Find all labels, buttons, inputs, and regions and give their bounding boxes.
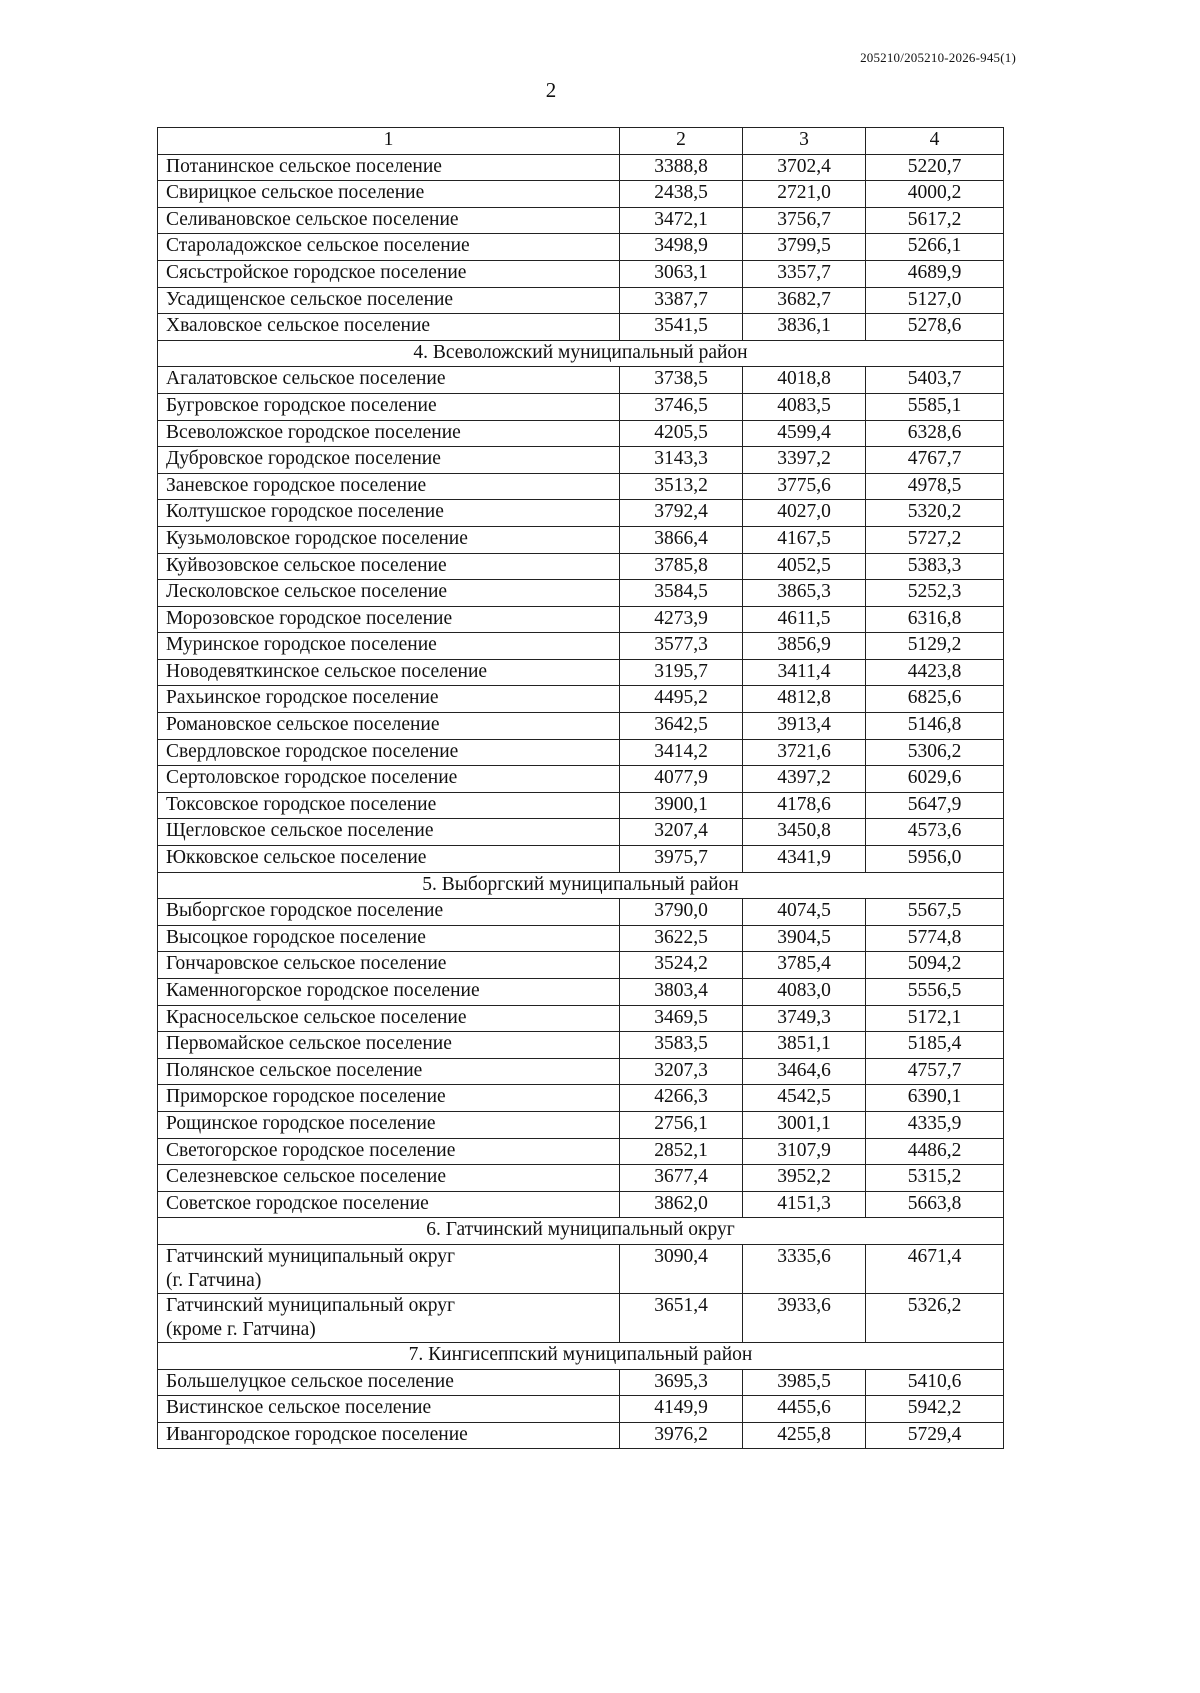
value-col-2: 3541,5 [620, 314, 743, 341]
value-col-4: 6390,1 [866, 1085, 1004, 1112]
value-col-3: 4397,2 [743, 766, 866, 793]
value-col-3: 3933,6 [743, 1293, 866, 1342]
settlement-name-cell: Юкковское сельское поселение [158, 846, 620, 873]
table-row [158, 606, 1004, 633]
table-row [158, 260, 1004, 287]
value-col-4: 4486,2 [866, 1138, 1004, 1165]
value-col-3: 4083,5 [743, 393, 866, 420]
value-col-4: 5127,0 [866, 287, 1004, 314]
value-col-2: 3472,1 [620, 207, 743, 234]
table-row [158, 1111, 1004, 1138]
value-col-4: 4000,2 [866, 181, 1004, 208]
settlement-name-cell: Бугровское городское поселение [158, 393, 620, 420]
settlement-name-cell: Селезневское сельское поселение [158, 1165, 620, 1192]
table-row [158, 1396, 1004, 1423]
value-col-4: 5942,2 [866, 1396, 1004, 1423]
value-col-2: 3695,3 [620, 1369, 743, 1396]
table-row [158, 792, 1004, 819]
value-col-4: 5585,1 [866, 393, 1004, 420]
value-col-2: 4266,3 [620, 1085, 743, 1112]
table-row [158, 846, 1004, 873]
value-col-4: 5146,8 [866, 713, 1004, 740]
table-row [158, 473, 1004, 500]
table-row [158, 925, 1004, 952]
value-col-3: 4178,6 [743, 792, 866, 819]
value-col-2: 4077,9 [620, 766, 743, 793]
settlement-name-cell: Усадищенское сельское поселение [158, 287, 620, 314]
settlement-name-cell: Всеволожское городское поселение [158, 420, 620, 447]
value-col-2: 3090,4 [620, 1244, 743, 1293]
table-row [158, 979, 1004, 1006]
value-col-3: 3952,2 [743, 1165, 866, 1192]
value-col-4: 5266,1 [866, 234, 1004, 261]
value-col-3: 3756,7 [743, 207, 866, 234]
settlement-name-cell: Приморское городское поселение [158, 1085, 620, 1112]
value-col-4: 4573,6 [866, 819, 1004, 846]
value-col-3: 4074,5 [743, 899, 866, 926]
settlement-name-cell: Сясьстройское городское поселение [158, 260, 620, 287]
table-row [158, 1165, 1004, 1192]
value-col-2: 3513,2 [620, 473, 743, 500]
table-row [158, 819, 1004, 846]
value-col-2: 3642,5 [620, 713, 743, 740]
value-col-3: 2721,0 [743, 181, 866, 208]
value-col-3: 3450,8 [743, 819, 866, 846]
value-col-4: 5383,3 [866, 553, 1004, 580]
value-col-4: 5326,2 [866, 1293, 1004, 1342]
table-row [158, 739, 1004, 766]
value-col-4: 5252,3 [866, 580, 1004, 607]
settlement-name-cell: Потанинское сельское поселение [158, 154, 620, 181]
settlement-name-cell: Рощинское городское поселение [158, 1111, 620, 1138]
settlement-name-cell: Большелуцкое сельское поселение [158, 1369, 620, 1396]
settlement-name-cell: Селивановское сельское поселение [158, 207, 620, 234]
value-col-4: 5410,6 [866, 1369, 1004, 1396]
settlement-name-cell: Новодевяткинское сельское поселение [158, 659, 620, 686]
value-col-2: 3524,2 [620, 952, 743, 979]
settlement-name-cell: Сертоловское городское поселение [158, 766, 620, 793]
value-col-3: 3397,2 [743, 447, 866, 474]
value-col-4: 5774,8 [866, 925, 1004, 952]
page-number: 2 [545, 78, 557, 102]
settlement-name-cell: Староладожское сельское поселение [158, 234, 620, 261]
settlement-name-cell [158, 1293, 620, 1342]
table-row [158, 181, 1004, 208]
table-row [158, 393, 1004, 420]
table-row [158, 1005, 1004, 1032]
value-col-3: 4812,8 [743, 686, 866, 713]
settlement-name-cell: Лесколовское сельское поселение [158, 580, 620, 607]
table-row [158, 1138, 1004, 1165]
settlement-name-cell: Гончаровское сельское поселение [158, 952, 620, 979]
settlement-name-cell: Романовское сельское поселение [158, 713, 620, 740]
value-col-4: 5094,2 [866, 952, 1004, 979]
value-col-2: 3207,3 [620, 1058, 743, 1085]
value-col-2: 4273,9 [620, 606, 743, 633]
settlement-name-cell: Светогорское городское поселение [158, 1138, 620, 1165]
table-row [158, 952, 1004, 979]
table-row [158, 553, 1004, 580]
value-col-3: 3702,4 [743, 154, 866, 181]
section-header-row [158, 1218, 1004, 1245]
value-col-2: 2756,1 [620, 1111, 743, 1138]
value-col-4: 5647,9 [866, 792, 1004, 819]
header-col-4: 4 [866, 128, 1004, 155]
value-col-3: 3851,1 [743, 1032, 866, 1059]
value-col-4: 5278,6 [866, 314, 1004, 341]
value-col-4: 6328,6 [866, 420, 1004, 447]
value-col-3: 3357,7 [743, 260, 866, 287]
value-col-2: 3207,4 [620, 819, 743, 846]
value-col-3: 3001,1 [743, 1111, 866, 1138]
value-col-4: 5315,2 [866, 1165, 1004, 1192]
value-col-4: 6029,6 [866, 766, 1004, 793]
value-col-3: 4599,4 [743, 420, 866, 447]
table-body [158, 128, 1004, 1449]
table-row [158, 686, 1004, 713]
value-col-4: 5129,2 [866, 633, 1004, 660]
value-col-2: 2438,5 [620, 181, 743, 208]
settlement-name-cell: Вистинское сельское поселение [158, 1396, 620, 1423]
value-col-3: 3721,6 [743, 739, 866, 766]
settlement-name-cell: Морозовское городское поселение [158, 606, 620, 633]
table-row [158, 500, 1004, 527]
value-col-3: 3913,4 [743, 713, 866, 740]
table-row [158, 580, 1004, 607]
value-col-2: 3622,5 [620, 925, 743, 952]
value-col-4: 5306,2 [866, 739, 1004, 766]
value-col-4: 5663,8 [866, 1191, 1004, 1218]
value-col-4: 5617,2 [866, 207, 1004, 234]
settlement-name-cell: Кузьмоловское городское поселение [158, 526, 620, 553]
value-col-4: 4423,8 [866, 659, 1004, 686]
table-row [158, 526, 1004, 553]
value-col-2: 4495,2 [620, 686, 743, 713]
settlement-name-cell: Щегловское сельское поселение [158, 819, 620, 846]
value-col-2: 3975,7 [620, 846, 743, 873]
settlement-name-qualifier: (кроме г. Гатчина) [166, 1318, 316, 1340]
value-col-2: 4149,9 [620, 1396, 743, 1423]
value-col-2: 3469,5 [620, 1005, 743, 1032]
settlement-name-cell: Высоцкое городское поселение [158, 925, 620, 952]
table-row [158, 899, 1004, 926]
value-col-2: 3414,2 [620, 739, 743, 766]
settlement-name-cell: Хваловское сельское поселение [158, 314, 620, 341]
value-col-2: 3746,5 [620, 393, 743, 420]
table-row [158, 1058, 1004, 1085]
value-col-2: 3195,7 [620, 659, 743, 686]
value-col-2: 3792,4 [620, 500, 743, 527]
value-col-4: 6316,8 [866, 606, 1004, 633]
table-row [158, 633, 1004, 660]
settlement-name-cell: Заневское городское поселение [158, 473, 620, 500]
settlement-name-qualifier: (г. Гатчина) [166, 1269, 262, 1291]
table-row [158, 659, 1004, 686]
value-col-3: 3464,6 [743, 1058, 866, 1085]
settlement-name-cell: Колтушское городское поселение [158, 500, 620, 527]
value-col-4: 5185,4 [866, 1032, 1004, 1059]
table-row [158, 420, 1004, 447]
value-col-2: 3738,5 [620, 367, 743, 394]
value-col-3: 3411,4 [743, 659, 866, 686]
settlement-name-cell: Каменногорское городское поселение [158, 979, 620, 1006]
settlement-name-cell: Красносельское сельское поселение [158, 1005, 620, 1032]
value-col-3: 4151,3 [743, 1191, 866, 1218]
value-col-2: 3388,8 [620, 154, 743, 181]
value-col-3: 4083,0 [743, 979, 866, 1006]
settlement-name: Гатчинский муниципальный округ [166, 1245, 456, 1267]
value-col-2: 3866,4 [620, 526, 743, 553]
table-row [158, 447, 1004, 474]
value-col-4: 5556,5 [866, 979, 1004, 1006]
settlement-name-cell: Токсовское городское поселение [158, 792, 620, 819]
value-col-3: 4341,9 [743, 846, 866, 873]
settlement-name: Гатчинский муниципальный округ [166, 1294, 456, 1316]
value-col-2: 3862,0 [620, 1191, 743, 1218]
table-row [158, 1191, 1004, 1218]
value-col-4: 4978,5 [866, 473, 1004, 500]
value-col-2: 3583,5 [620, 1032, 743, 1059]
value-col-3: 4052,5 [743, 553, 866, 580]
header-col-3: 3 [743, 128, 866, 155]
value-col-2: 3976,2 [620, 1422, 743, 1449]
value-col-4: 5567,5 [866, 899, 1004, 926]
value-col-4: 5727,2 [866, 526, 1004, 553]
value-col-4: 4671,4 [866, 1244, 1004, 1293]
value-col-2: 4205,5 [620, 420, 743, 447]
settlement-name-cell: Свердловское городское поселение [158, 739, 620, 766]
value-col-4: 4689,9 [866, 260, 1004, 287]
value-col-2: 2852,1 [620, 1138, 743, 1165]
section-header-row [158, 872, 1004, 899]
value-col-4: 5320,2 [866, 500, 1004, 527]
table-row [158, 207, 1004, 234]
value-col-2: 3803,4 [620, 979, 743, 1006]
value-col-4: 4335,9 [866, 1111, 1004, 1138]
value-col-3: 4542,5 [743, 1085, 866, 1112]
settlement-name-cell: Ивангородское городское поселение [158, 1422, 620, 1449]
section-header-row [158, 340, 1004, 367]
value-col-2: 3143,3 [620, 447, 743, 474]
value-col-3: 3865,3 [743, 580, 866, 607]
table-row [158, 766, 1004, 793]
value-col-3: 3836,1 [743, 314, 866, 341]
value-col-2: 3584,5 [620, 580, 743, 607]
value-col-2: 3900,1 [620, 792, 743, 819]
table-header-row [158, 128, 1004, 155]
table-row [158, 314, 1004, 341]
value-col-4: 4767,7 [866, 447, 1004, 474]
value-col-2: 3498,9 [620, 234, 743, 261]
settlement-name-cell: Полянское сельское поселение [158, 1058, 620, 1085]
table-row [158, 154, 1004, 181]
value-col-3: 4027,0 [743, 500, 866, 527]
value-col-3: 4255,8 [743, 1422, 866, 1449]
document-id: 205210/205210-2026-945(1) [860, 50, 1016, 65]
header-col-1: 1 [158, 128, 620, 155]
value-col-3: 3799,5 [743, 234, 866, 261]
value-col-3: 3985,5 [743, 1369, 866, 1396]
value-col-4: 6825,6 [866, 686, 1004, 713]
settlement-name-cell: Дубровское городское поселение [158, 447, 620, 474]
value-col-2: 3577,3 [620, 633, 743, 660]
table-row [158, 287, 1004, 314]
value-col-4: 5729,4 [866, 1422, 1004, 1449]
settlement-name-cell: Свирицкое сельское поселение [158, 181, 620, 208]
settlement-name-cell: Муринское городское поселение [158, 633, 620, 660]
value-col-4: 5172,1 [866, 1005, 1004, 1032]
value-col-2: 3387,7 [620, 287, 743, 314]
table-row [158, 1422, 1004, 1449]
value-col-3: 4167,5 [743, 526, 866, 553]
value-col-4: 5403,7 [866, 367, 1004, 394]
settlement-name-cell: Агалатовское сельское поселение [158, 367, 620, 394]
value-col-2: 3785,8 [620, 553, 743, 580]
table-row [158, 1369, 1004, 1396]
settlement-name-cell [158, 1244, 620, 1293]
value-col-3: 4455,6 [743, 1396, 866, 1423]
section-header-row [158, 1342, 1004, 1369]
settlement-name-cell: Куйвозовское сельское поселение [158, 553, 620, 580]
table-row [158, 1293, 1004, 1342]
settlement-name-cell: Рахьинское городское поселение [158, 686, 620, 713]
value-col-4: 5956,0 [866, 846, 1004, 873]
value-col-2: 3063,1 [620, 260, 743, 287]
section-title: 6. Гатчинский муниципальный округ [158, 1218, 1004, 1245]
value-col-2: 3651,4 [620, 1293, 743, 1342]
table-row [158, 1085, 1004, 1112]
value-col-3: 3682,7 [743, 287, 866, 314]
value-col-3: 3107,9 [743, 1138, 866, 1165]
value-col-3: 3335,6 [743, 1244, 866, 1293]
section-title: 7. Кингисеппский муниципальный район [158, 1342, 1004, 1369]
value-col-3: 3856,9 [743, 633, 866, 660]
value-col-3: 4018,8 [743, 367, 866, 394]
value-col-2: 3677,4 [620, 1165, 743, 1192]
value-col-3: 3785,4 [743, 952, 866, 979]
value-col-3: 4611,5 [743, 606, 866, 633]
value-col-3: 3775,6 [743, 473, 866, 500]
table-row [158, 1032, 1004, 1059]
table-row [158, 367, 1004, 394]
table-row [158, 713, 1004, 740]
value-col-3: 3904,5 [743, 925, 866, 952]
section-title: 4. Всеволожский муниципальный район [158, 340, 1004, 367]
table-row [158, 1244, 1004, 1293]
value-col-2: 3790,0 [620, 899, 743, 926]
value-col-4: 4757,7 [866, 1058, 1004, 1085]
settlement-name-cell: Первомайское сельское поселение [158, 1032, 620, 1059]
header-col-2: 2 [620, 128, 743, 155]
section-title: 5. Выборгский муниципальный район [158, 872, 1004, 899]
value-col-4: 5220,7 [866, 154, 1004, 181]
value-col-3: 3749,3 [743, 1005, 866, 1032]
table-row [158, 234, 1004, 261]
data-table [157, 127, 1004, 1449]
settlement-name-cell: Советское городское поселение [158, 1191, 620, 1218]
settlement-name-cell: Выборгское городское поселение [158, 899, 620, 926]
